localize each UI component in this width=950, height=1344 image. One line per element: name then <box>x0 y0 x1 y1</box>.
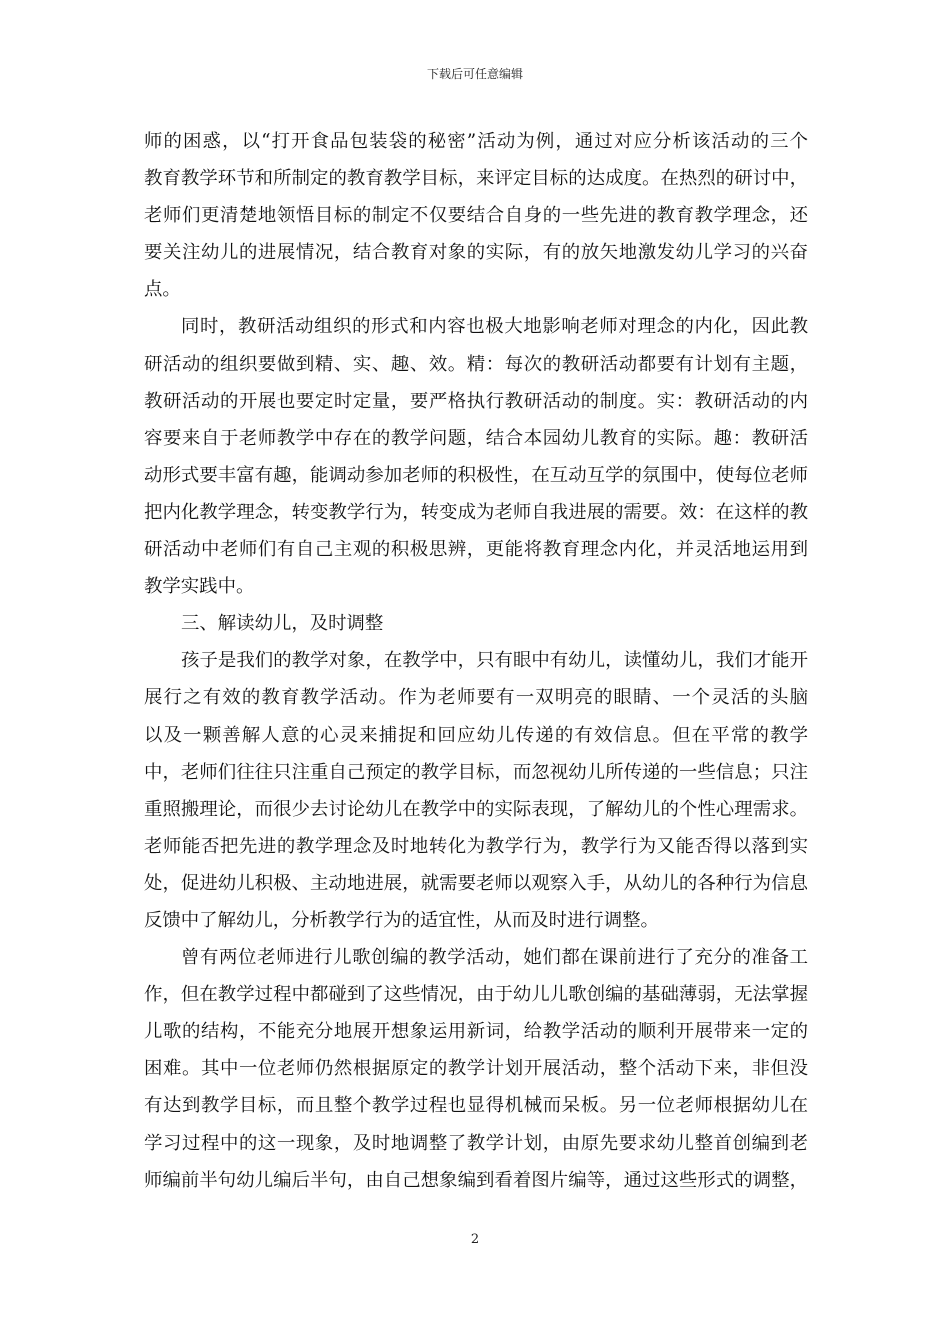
text-line: 曾有两位老师进行儿歌创编的教学活动，她们都在课前进行了充分的准备工 <box>181 947 808 969</box>
text-line: 同时，教研活动组织的形式和内容也极大地影响老师对理念的内化，因此教 <box>181 316 808 338</box>
text-line: 儿歌的结构，不能充分地展开想象运用新词，给教学活动的顺利开展带来一定的 <box>144 1021 808 1043</box>
text-line: 孩子是我们的教学对象，在教学中，只有眼中有幼儿，读懂幼儿，我们才能开 <box>181 650 808 672</box>
text-line: 处，促进幼儿积极、主动地进展，就需要老师以观察入手，从幼儿的各种行为信息 <box>144 872 808 894</box>
text-line: 学习过程中的这一现象，及时地调整了教学计划，由原先要求幼儿整首创编到老 <box>144 1132 808 1154</box>
text-line: 教研活动的开展也要定时定量，要严格执行教研活动的制度。实：教研活动的内 <box>144 390 808 412</box>
text-line: 研活动的组织要做到精、实、趣、效。精：每次的教研活动都要有计划有主题， <box>144 353 808 375</box>
text-line: 师编前半句幼儿编后半句，由自己想象编到看着图片编等，通过这些形式的调整， <box>144 1169 808 1191</box>
text-line: 要关注幼儿的进展情况，结合教育对象的实际，有的放矢地激发幼儿学习的兴奋 <box>144 242 808 264</box>
text-line: 师的困惑，以“打开食品包装袋的秘密”活动为例，通过对应分析该活动的三个 <box>144 131 808 152</box>
text-line: 有达到教学目标，而且整个教学过程也显得机械而呆板。另一位老师根据幼儿在 <box>144 1095 808 1117</box>
text-line: 老师能否把先进的教学理念及时地转化为教学行为，教学行为又能否得以落到实 <box>144 835 808 857</box>
text-line: 点。 <box>144 279 181 301</box>
page-number: 2 <box>470 1232 480 1247</box>
text-line: 研活动中老师们有自己主观的积极思辨，更能将教育理念内化，并灵活地运用到 <box>144 539 808 561</box>
text-line: 困难。其中一位老师仍然根据原定的教学计划开展活动，整个活动下来，非但没 <box>144 1058 808 1080</box>
text-line: 老师们更清楚地领悟目标的制定不仅要结合自身的一些先进的教育教学理念，还 <box>144 205 808 227</box>
text-line: 中，老师们往往只注重自己预定的教学目标，而忽视幼儿所传递的一些信息；只注 <box>144 761 808 783</box>
text-line: 把内化教学理念，转变教学行为，转变成为老师自我进展的需要。效：在这样的教 <box>144 501 808 523</box>
text-line: 容要来自于老师教学中存在的教学问题，结合本园幼儿教育的实际。趣：教研活 <box>144 427 808 449</box>
document-body <box>144 123 808 1199</box>
text-line: 动形式要丰富有趣，能调动参加老师的积极性，在互动互学的氛围中，使每位老师 <box>144 464 808 486</box>
text-line: 教学实践中。 <box>144 576 255 598</box>
text-line: 反馈中了解幼儿，分析教学行为的适宜性，从而及时进行调整。 <box>144 909 659 931</box>
text-line: 展行之有效的教育教学活动。作为老师要有一双明亮的眼睛、一个灵活的头脑 <box>144 687 808 709</box>
text-line: 三、解读幼儿，及时调整 <box>181 613 384 635</box>
page-header: 下载后可任意编辑 <box>426 67 523 81</box>
text-line: 重照搬理论，而很少去讨论幼儿在教学中的实际表现，了解幼儿的个性心理需求。 <box>144 798 808 820</box>
text-line: 教育教学环节和所制定的教育教学目标，来评定目标的达成度。在热烈的研讨中， <box>144 168 808 190</box>
text-line: 作，但在教学过程中都碰到了这些情况，由于幼儿儿歌创编的基础薄弱，无法掌握 <box>144 984 808 1006</box>
text-line: 以及一颗善解人意的心灵来捕捉和回应幼儿传递的有效信息。但在平常的教学 <box>144 724 808 746</box>
